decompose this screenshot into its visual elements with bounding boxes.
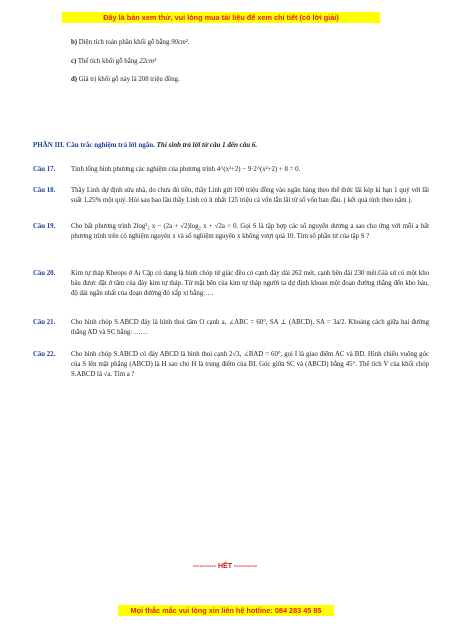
hotline-footer: Mọi thắc mắc vui lòng xin liên hệ hotline: 084 283 45 85 [118, 605, 334, 616]
part-item-d [71, 75, 180, 84]
part-item-end: . [187, 39, 190, 46]
question-text-19: Cho bất phương trình 2log²₂ x − (2a + √2)log₂ x + √2a < 0. Gọi S là tập hợp các số nguyên dương a sao cho ứng với mỗi a bất phương trình trên có nghiệm nguyên x và số nghiệm nguyên x không vượt quá 10. Tìm số phần tử của tập S ? [71, 223, 429, 240]
preview-banner: Đây là bản xem thử, vui lòng mua tài liệu để xem chi tiết (có lời giải) [62, 12, 380, 23]
part-item-label: b) [71, 39, 78, 46]
part-item-label: d) [71, 76, 78, 83]
section-note: Thí sinh trả lời từ câu 1 đến câu 6. [156, 141, 258, 149]
question-text-22: Cho hình chóp S.ABCD có đáy ABCD là hình thoi cạnh 2√3, ∠BAD = 60°, gọi I là giao điểm AC và BD. Hình chiếu vuông góc của S lên mặt phẳng (ABCD) là H sao cho H là trung điểm của BI. Góc giữa SC và (ABCD) bằng 45°. Thể tích V của khối chóp S.ABCD là √a. Tìm a ? [71, 351, 429, 378]
question-text-17: Tính tổng bình phương các nghiệm của phương trình 4^(x²+2) − 9·2^(x²+2) + 8 = 0. [71, 166, 301, 173]
question-text-18: Thầy Linh dự định sửa nhà, do chưa đủ tiền, thầy Linh gửi 100 triệu đồng vào ngân hàng theo thể thức lãi kép kì hạn 1 quý với lãi suất 1,25% một quý. Hỏi sau bao lâu thầy Linh có ít nhất 125 triệu cả vốn lẫn lãi từ số vốn ban đầu. ( kết quả tính theo năm ). [71, 187, 429, 204]
part-item-math: 22cm³ [139, 58, 156, 65]
part-item-text: Diện tích toàn phần khối gỗ bằng [78, 39, 170, 46]
question-number-20: Câu 20. [33, 270, 56, 277]
question-number-22: Câu 22. [33, 351, 56, 358]
part-item-math: 90cm² [171, 39, 188, 46]
part-item-b [71, 38, 190, 47]
part-item-c [71, 57, 156, 66]
question-text-21: Cho hình chóp S.ABCD đáy là hình thoi tâm O cạnh a, ∠ABC = 60°, SA ⊥ (ABCD), SA = 3a/2. Khoảng cách giữa hai đường thẳng AD và SC bằng: …… [71, 319, 429, 336]
section-heading [33, 140, 257, 150]
question-number-21: Câu 21. [33, 319, 56, 326]
part-item-label: c) [71, 58, 77, 65]
section-title: PHẦN III. Câu trắc nghiệm trả lời ngắn. [33, 141, 155, 149]
end-marker: ---------- HẾT ---------- [192, 563, 258, 570]
part-item-text: Thể tích khối gỗ bằng [77, 58, 138, 65]
part-item-text: Giá trị khối gỗ này là 208 triệu đồng. [78, 76, 180, 83]
question-number-17: Câu 17. [33, 166, 56, 173]
question-text-20: Kim tự tháp Kheops ở Ai Cập có dạng là hình chóp tứ giác đều có cạnh đáy dài 262 mét, cạnh bên dài 230 mét.Giả sử có một kho báu được đặt ở tâm của đáy kim tự tháp. Từ mặt bên của kim tự tháp người ta dự định khoan một đoạn đường thẳng đến kho báu, độ dài ngắn nhất của đoạn đường đó xấp xỉ bằng:…. [71, 270, 429, 297]
question-number-18: Câu 18. [33, 187, 56, 194]
question-number-19: Câu 19. [33, 223, 56, 230]
